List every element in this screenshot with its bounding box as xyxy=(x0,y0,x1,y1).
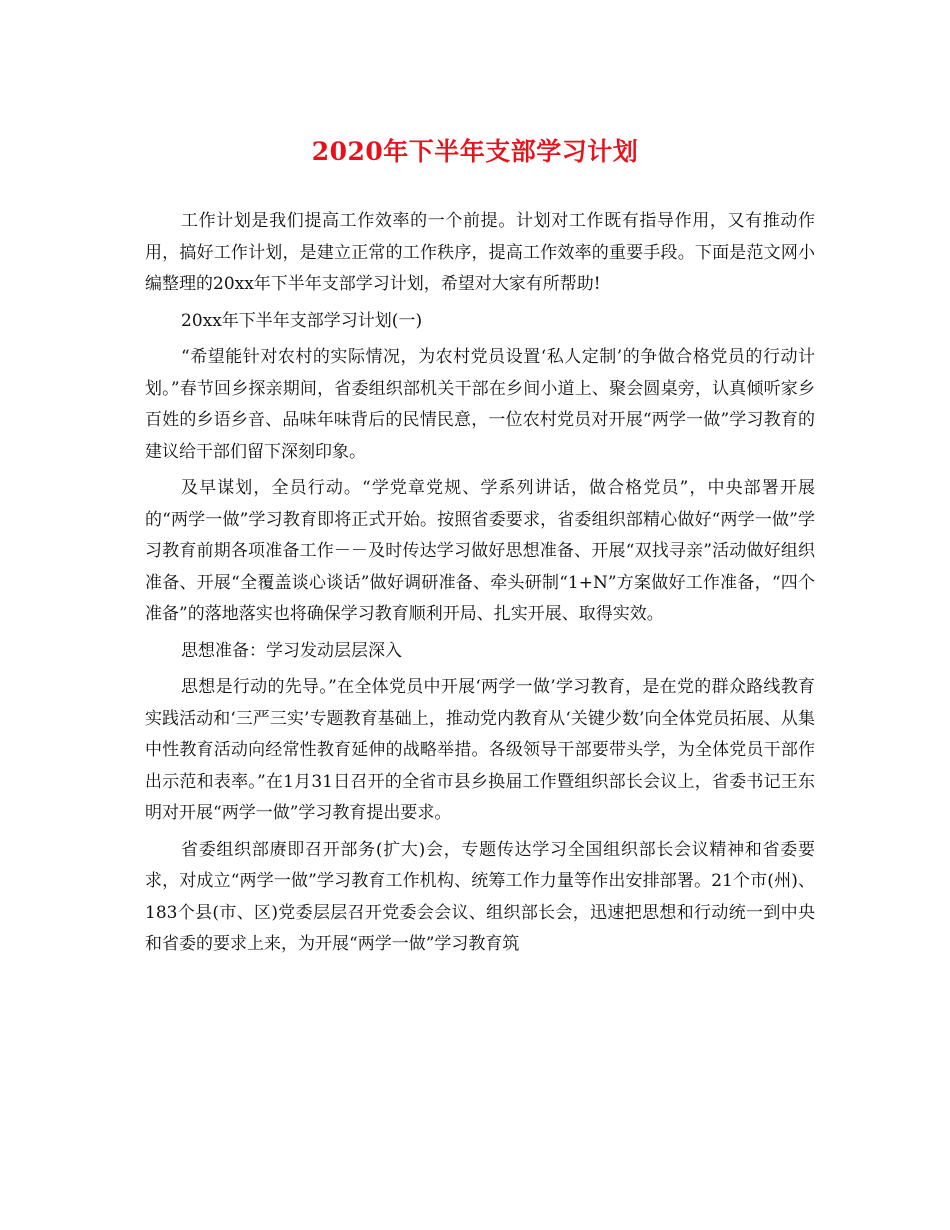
paragraph-early-planning: 及早谋划，全员行动。“学党章党规、学系列讲话，做合格党员”，中央部署开展的“两学一做”学习教育即将正式开始。按照省委要求，省委组织部精心做好“两学一做”学习教育前期各项准备工作－－及时传达学习做好思想准备、开展“双找寻亲”活动做好组织准备、开展“全覆盖谈心谈话”做好调研准备、牵头研制“1+N”方案做好工作准备，“四个准备”的落地落实也将确保学习教育顺利开局、扎实开展、取得实效。 xyxy=(145,478,815,624)
document-title: 2020年下半年支部学习计划 xyxy=(311,137,639,166)
paragraph-department-meeting: 省委组织部赓即召开部务(扩大)会，专题传达学习全国组织部长会议精神和省委要求，对成立“两学一做”学习教育工作机构、统筹工作力量等作出安排部署。21个市(州)、183个县(市、区)党委层层召开党委会会议、组织部长会，迅速把思想和行动统一到中央和省委的要求上来，为开展“两学一做”学习教育筑 xyxy=(145,839,815,954)
paragraph-intro: 工作计划是我们提高工作效率的一个前提。计划对工作既有指导作用，又有推动作用，搞好工作计划，是建立正常的工作秩序，提高工作效率的重要手段。下面是范文网小编整理的20xx年下半年支部学习计划，希望对大家有所帮助! xyxy=(145,211,815,294)
document-body xyxy=(145,206,815,966)
paragraph-section-heading: 思想准备：学习发动层层深入 xyxy=(181,640,402,661)
paragraph-rural-members: “希望能针对农村的实际情况，为农村党员设置‘私人定制’的争做合格党员的行动计划。”春节回乡探亲期间，省委组织部机关干部在乡间小道上、聚会圆桌旁，认真倾听家乡百姓的乡语乡音、品味年味背后的民情民意，一位农村党员对开展“两学一做”学习教育的建议给干部们留下深刻印象。 xyxy=(145,347,815,462)
paragraph-plan-heading: 20xx年下半年支部学习计划(一) xyxy=(181,310,423,331)
paragraph-thought-guidance: 思想是行动的先导。”在全体党员中开展‘两学一做’学习教育，是在党的群众路线教育实践活动和‘三严三实’专题教育基础上，推动党内教育从‘关键少数’向全体党员拓展、从集中性教育活动向经常性教育延伸的战略举措。各级领导干部要带头学，为全体党员干部作出示范和表率。”在1月31日召开的全省市县乡换届工作暨组织部长会议上，省委书记王东明对开展“两学一做”学习教育提出要求。 xyxy=(145,677,815,823)
